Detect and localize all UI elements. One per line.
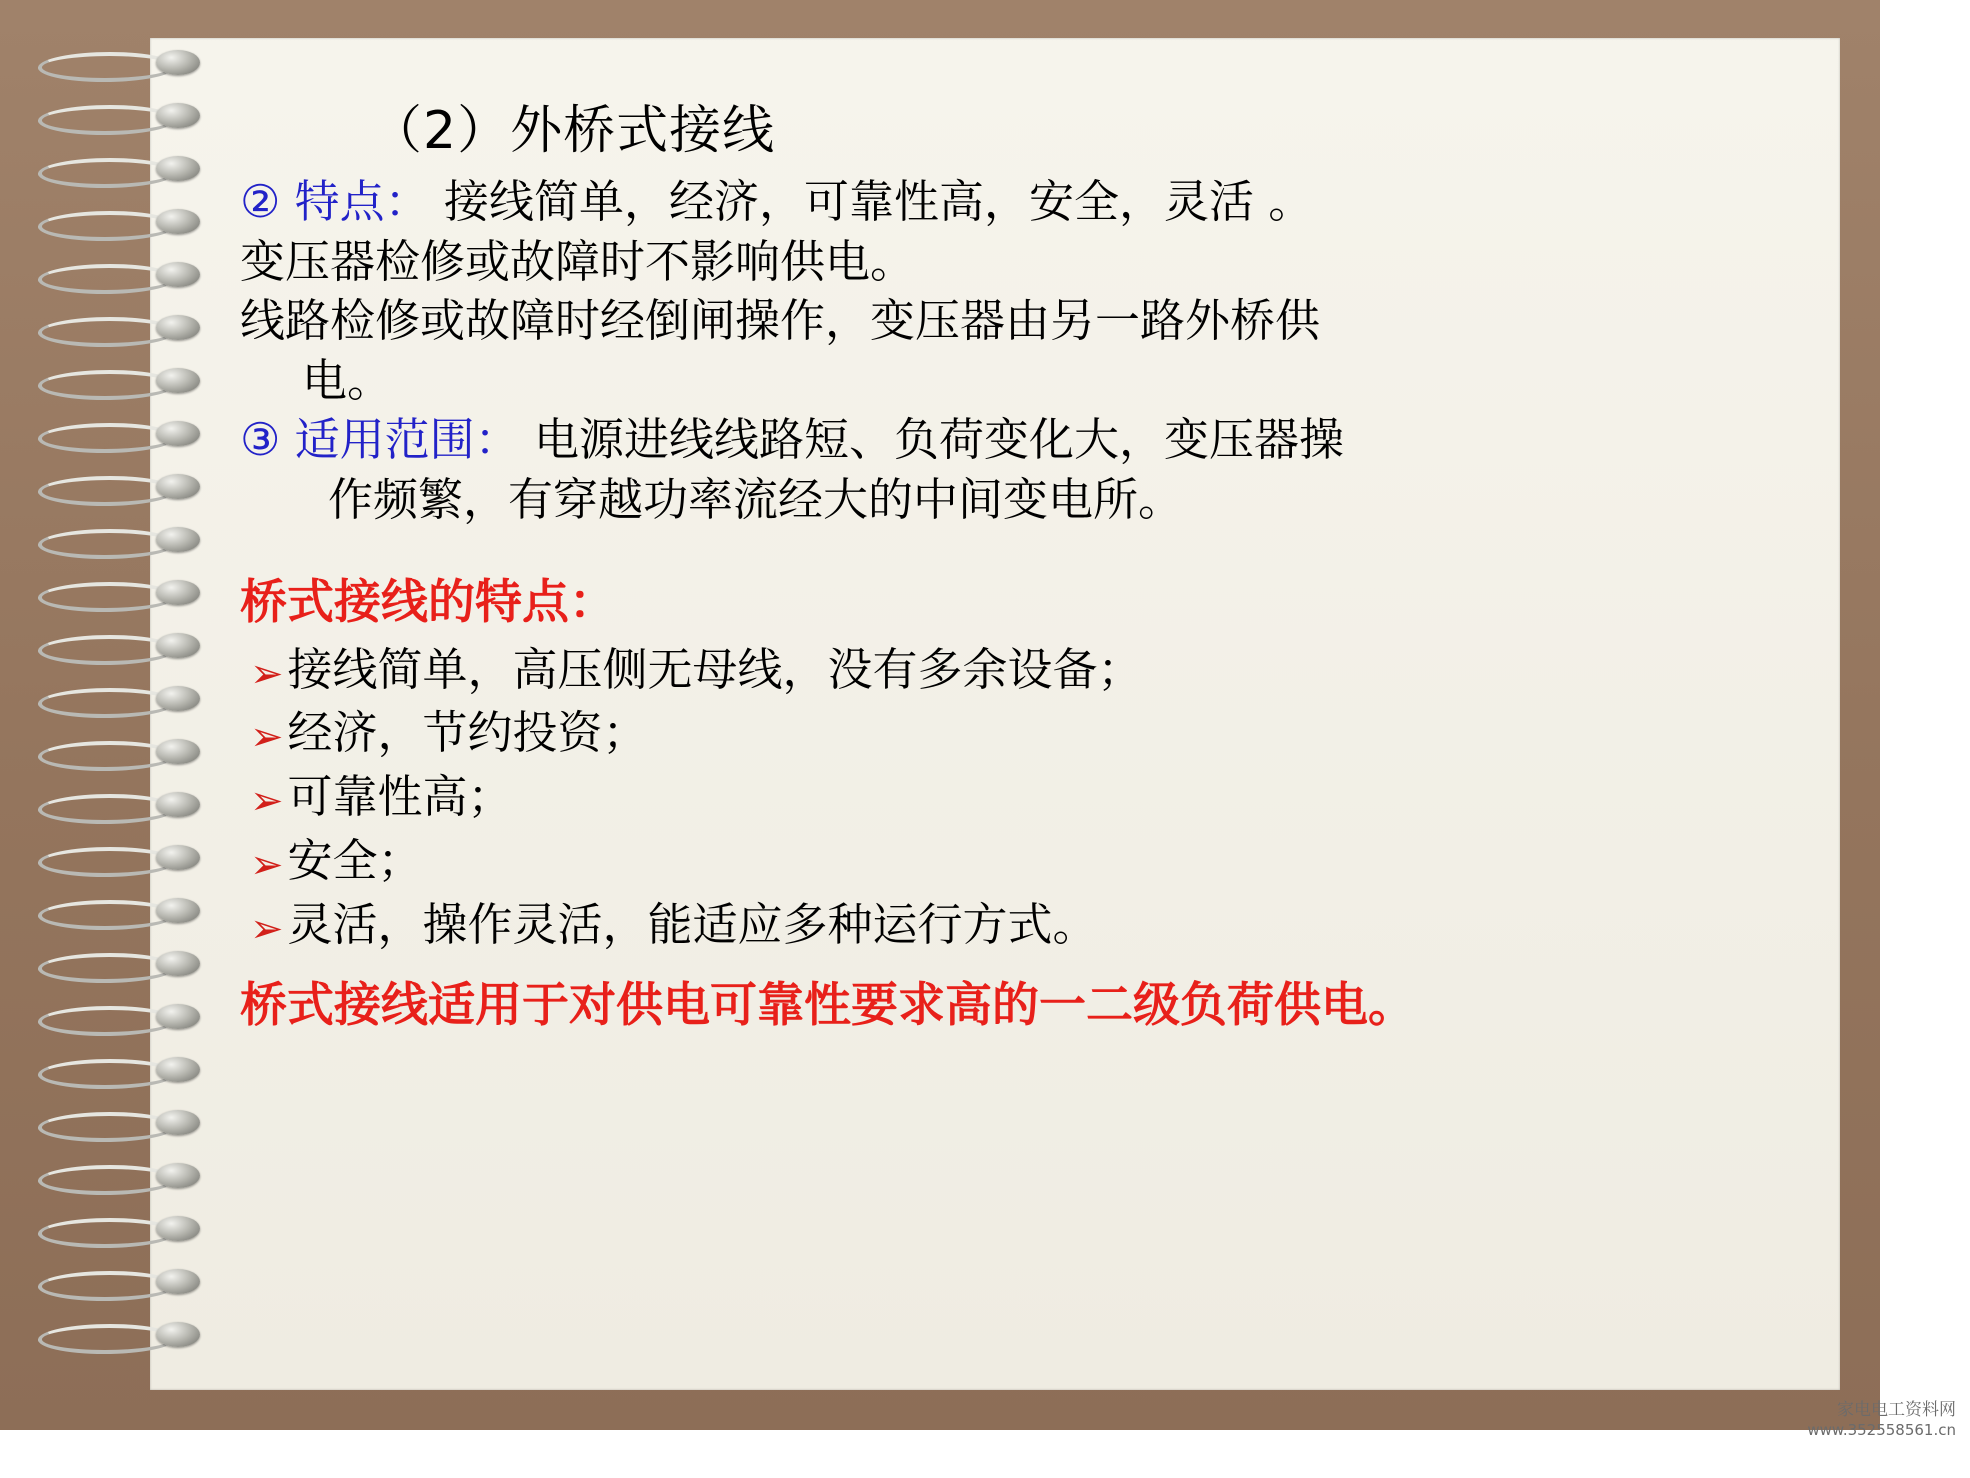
- list-item-label: 灵活，操作灵活，能适应多种运行方式。: [287, 897, 1098, 951]
- spiral-ring: [38, 364, 213, 402]
- list-item-label: 接线简单，高压侧无母线，没有多余设备；: [287, 642, 1143, 696]
- spiral-ring: [38, 1106, 213, 1144]
- body-line-6-text: 作频繁，有穿越功率流经大的中间变电所。: [328, 472, 1184, 526]
- body-line-5-label: 适用范围：: [294, 413, 520, 467]
- body-line-4: [302, 352, 1850, 410]
- spiral-ring: [38, 417, 213, 455]
- spiral-ring: [38, 735, 213, 773]
- spiral-ring: [38, 523, 213, 561]
- spiral-ring: [38, 682, 213, 720]
- arrow-bullet-icon: ➢: [250, 650, 284, 697]
- spiral-binding: [38, 46, 218, 1386]
- section-heading: 桥式接线的特点：: [240, 574, 616, 630]
- conclusion-text: 桥式接线适用于对供电可靠性要求高的一二级负荷供电。: [240, 978, 1415, 1034]
- list-marker-2: ②: [240, 175, 281, 228]
- spiral-ring: [38, 311, 213, 349]
- body-line-4-text: 电。: [302, 353, 393, 407]
- spiral-ring: [38, 841, 213, 879]
- body-line-5: [240, 411, 1850, 469]
- body-line-1-label: 特点：: [294, 175, 430, 228]
- body-line-1: [240, 173, 1850, 231]
- body-line-2-text: 变压器检修或故障时不影响供电。: [240, 234, 916, 288]
- list-item-label: 安全；: [287, 833, 423, 887]
- spiral-ring: [38, 1000, 213, 1038]
- spiral-ring: [38, 576, 213, 614]
- spiral-ring: [38, 99, 213, 137]
- slide-title: （2）外桥式接线: [370, 101, 776, 161]
- list-marker-3: ③: [240, 413, 281, 467]
- spiral-ring: [38, 1265, 213, 1303]
- arrow-bullet-icon: ➢: [250, 841, 284, 888]
- list-item-label: 可靠性高；: [287, 770, 513, 824]
- spiral-ring: [38, 1053, 213, 1091]
- spiral-ring: [38, 205, 213, 243]
- list-item: [250, 771, 1850, 823]
- spiral-ring: [38, 1159, 213, 1197]
- body-line-3: [240, 292, 1850, 350]
- spiral-ring: [38, 470, 213, 508]
- body-line-3-text: 线路检修或故障时经倒闸操作，变压器由另一路外桥供: [240, 294, 1321, 348]
- spiral-ring: [38, 947, 213, 985]
- spiral-ring: [38, 1212, 213, 1250]
- slide-content: [240, 60, 1850, 1360]
- list-item: [250, 707, 1850, 759]
- arrow-bullet-icon: ➢: [250, 714, 284, 761]
- spiral-ring: [38, 46, 213, 84]
- list-item: [250, 644, 1850, 696]
- list-item: [250, 835, 1850, 887]
- body-line-5-text: 电源进线线路短、负荷变化大，变压器操: [533, 413, 1344, 467]
- spiral-ring: [38, 894, 213, 932]
- spiral-ring: [38, 1318, 213, 1356]
- list-item-label: 经济，节约投资；: [287, 706, 648, 760]
- spiral-ring: [38, 788, 213, 826]
- body-line-2: [240, 233, 1850, 291]
- body-line-6: [328, 471, 1850, 529]
- spiral-ring: [38, 152, 213, 190]
- watermark-site-name: 家电电工资料网: [1837, 1400, 1956, 1420]
- arrow-bullet-icon: ➢: [250, 778, 284, 825]
- watermark-site-url: www.352558561.cn: [1807, 1421, 1956, 1440]
- body-line-1-text: 接线简单，经济，可靠性高，安全，灵活 。: [443, 175, 1314, 228]
- watermark: [1807, 1400, 1956, 1440]
- spiral-ring: [38, 258, 213, 296]
- list-item: [250, 899, 1850, 951]
- arrow-bullet-icon: ➢: [250, 905, 284, 952]
- spiral-ring: [38, 629, 213, 667]
